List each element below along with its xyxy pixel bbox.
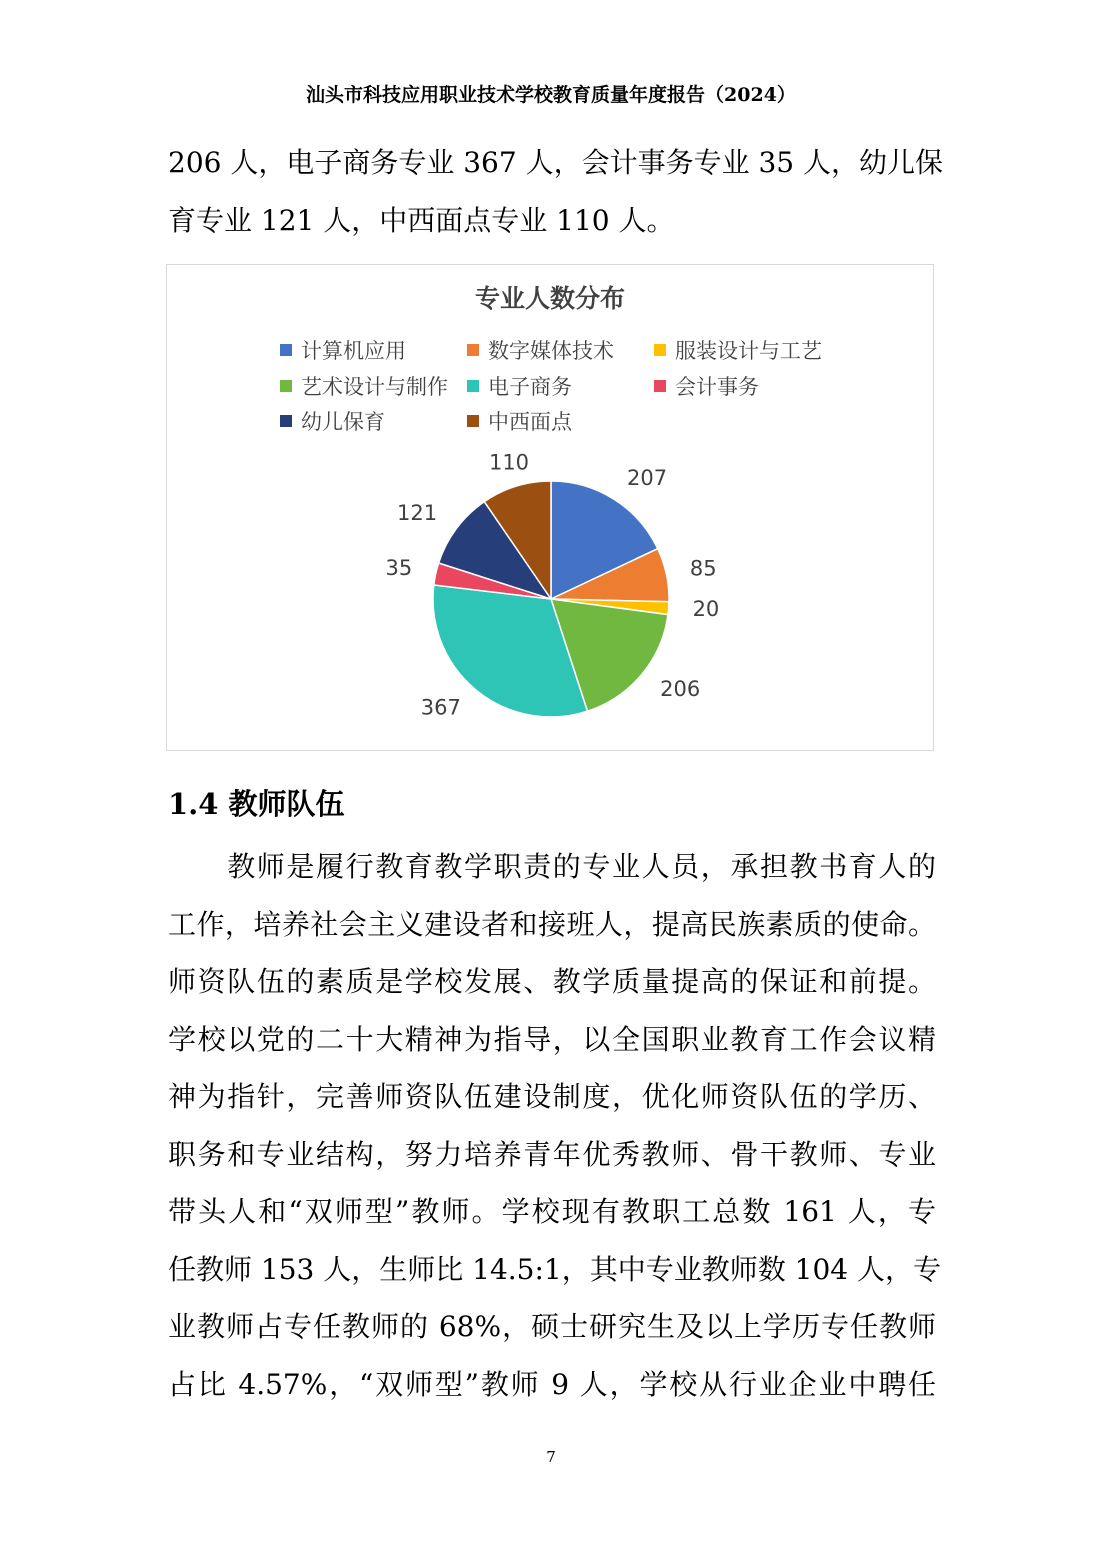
text-line: 工作，培养社会主义建设者和接班人，提高民族素质的使命。 xyxy=(168,907,936,941)
data-label: 85 xyxy=(689,556,717,581)
section-title: 1.4 教师队伍 xyxy=(168,787,345,821)
text-line: 占比 4.57%，“双师型”教师 9 人，学校从行业企业中聘任 xyxy=(168,1367,936,1401)
data-label: 207 xyxy=(627,466,668,491)
intro-paragraph xyxy=(168,134,944,249)
legend-label: 中西面点 xyxy=(488,410,572,434)
text-line: 业教师占专任教师的 68%，硕士研究生及以上学历专任教师 xyxy=(168,1310,936,1343)
data-label: 367 xyxy=(420,695,461,720)
legend-label: 计算机应用 xyxy=(301,339,406,363)
data-label: 121 xyxy=(397,501,438,526)
pie-plot xyxy=(167,265,935,752)
legend-label: 电子商务 xyxy=(488,375,572,399)
data-label: 110 xyxy=(488,450,530,475)
text-line: 育专业 121 人，中西面点专业 110 人。 xyxy=(168,203,675,237)
data-label: 20 xyxy=(692,597,720,622)
data-label: 206 xyxy=(660,676,701,701)
text-line: 任教师 153 人，生师比 14.5:1，其中专业教师数 104 人，专 xyxy=(168,1252,941,1286)
text-line: 神为指针，完善师资队伍建设制度，优化师资队伍的学历、 xyxy=(168,1080,936,1113)
legend-label: 幼儿保育 xyxy=(301,410,385,434)
text-line: 职务和专业结构，努力培养青年优秀教师、骨干教师、专业 xyxy=(168,1137,936,1171)
legend-label: 服装设计与工艺 xyxy=(675,339,822,363)
text-line: 教师是履行教育教学职责的专业人员，承担教书育人的 xyxy=(168,850,936,883)
page-header: 汕头市科技应用职业技术学校教育质量年度报告（2024） xyxy=(306,84,796,106)
pie-chart xyxy=(166,264,934,751)
page-number: 7 xyxy=(546,1448,556,1466)
legend-label: 艺术设计与制作 xyxy=(301,375,448,399)
text-line: 206 人，电子商务专业 367 人，会计事务专业 35 人，幼儿保 xyxy=(168,146,944,179)
text-line: 学校以党的二十大精神为指导，以全国职业教育工作会议精 xyxy=(168,1022,936,1056)
data-label: 35 xyxy=(385,555,413,580)
chart-title: 专业人数分布 xyxy=(474,284,625,313)
body-paragraph xyxy=(168,838,941,1413)
legend-label: 数字媒体技术 xyxy=(488,339,614,363)
legend-label: 会计事务 xyxy=(675,375,759,399)
text-line: 师资队伍的素质是学校发展、教学质量提高的保证和前提。 xyxy=(168,965,936,998)
text-line: 带头人和“双师型”教师。学校现有教职工总数 161 人，专 xyxy=(168,1195,936,1228)
